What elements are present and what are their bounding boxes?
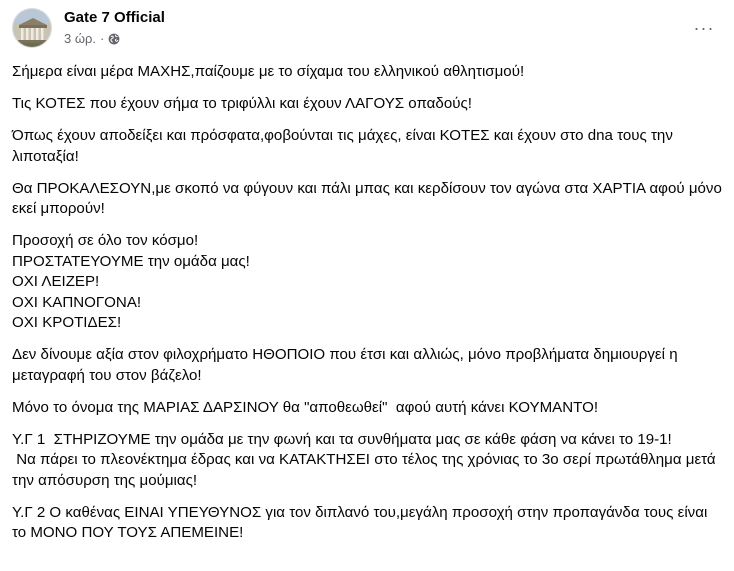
post-text-line: ΟΧΙ ΚΑΠΝΟΓΟΝΑ! [12,293,142,311]
post-paragraph [12,503,722,544]
post-time[interactable]: 3 ώρ. [64,31,96,46]
more-options-icon: ··· [693,18,715,38]
post-text-line: ΟΧΙ ΚΡΟΤΙΔΕΣ! [12,314,122,331]
post-text-line: Σήμερα είναι μέρα ΜΑΧΗΣ,παίζουμε με το σίχαμα του ελληνικού αθλητισμού! [12,63,525,80]
post-meta [64,31,120,46]
post-text-line: Δεν δίνουμε αξία στον φιλοχρήματο ΗΘΟΠΟΙΟ που έτσι και αλλιώς, μόνο προβλήματα δημιουργεί η μεταγραφή του στον βάζελο! [12,346,682,384]
post-text-line: Υ.Γ 2 Ο καθένας ΕΙΝΑΙ ΥΠΕΥΘΥΝΟΣ για τον διπλανό του,μεγάλη προσοχή στην προπαγάνδα τους είναι το ΜΟΝΟ ΠΟΥ ΤΟΥΣ ΑΠΕΜΕΙΝΕ! [12,503,712,541]
post-text-line: Προσοχή σε όλο τον κόσμο! [12,232,199,249]
post-text-line: Να πάρει το πλεονέκτημα έδρας και να ΚΑΤΑΚΤΗΣΕΙ στο τέλος της χρόνιας το 3ο σερί πρωτάθλημα μετά την απόσυρση της μούμιας! [12,451,720,489]
post-paragraph [12,430,722,492]
post-text-line: ΟΧΙ ΛΕΙΖΕΡ! [12,273,100,290]
post-text-line: Υ.Γ 1 ΣΤΗΡΙΖΟΥΜΕ την ομάδα με την φωνή και τα συνθήματα μας σε κάθε φάση να κάνει το 19-1! [12,430,672,448]
post-text-line: Όπως έχουν αποδείξει και πρόσφατα,φοβούνται τις μάχες, είναι ΚΟΤΕΣ και έχουν στο dna τους την λιποταξία! [12,127,678,165]
post-paragraph [12,231,722,334]
post-paragraph [12,94,722,115]
post-text-line: Θα ΠΡΟΚΑΛΕΣΟΥΝ,με σκοπό να φύγουν και πάλι μπας και κερδίσουν τον αγώνα στα ΧΑΡΤΙΑ αφού μόνο εκεί μπορούν! [12,179,727,217]
page-avatar[interactable] [12,8,52,48]
post-text-line: Μόνο το όνομα της ΜΑΡΙΑΣ ΔΑΡΣΙΝΟΥ θα "αποθεωθεί" αφού αυτή κάνει ΚΟΥΜΑΝΤΟ! [12,398,599,416]
post-paragraph [12,62,722,83]
post-text [12,62,727,555]
post-header [8,6,726,50]
globe-icon [108,33,120,45]
page-name[interactable]: Gate 7 Official [64,9,165,26]
post-paragraph [12,126,722,167]
post-text-line: Τις ΚΟΤΕΣ που έχουν σήμα το τριφύλλι και έχουν ΛΑΓΟΥΣ οπαδούς! [12,95,472,112]
post-paragraph [12,398,722,419]
meta-separator: · [100,31,105,46]
post-paragraph [12,345,722,386]
more-options-button[interactable] [686,10,722,46]
post-text-line: ΠΡΟΣΤΑΤΕΥΟΥΜΕ την ομάδα μας! [12,252,250,270]
stadium-logo-icon [13,9,52,48]
post-paragraph [12,179,727,220]
